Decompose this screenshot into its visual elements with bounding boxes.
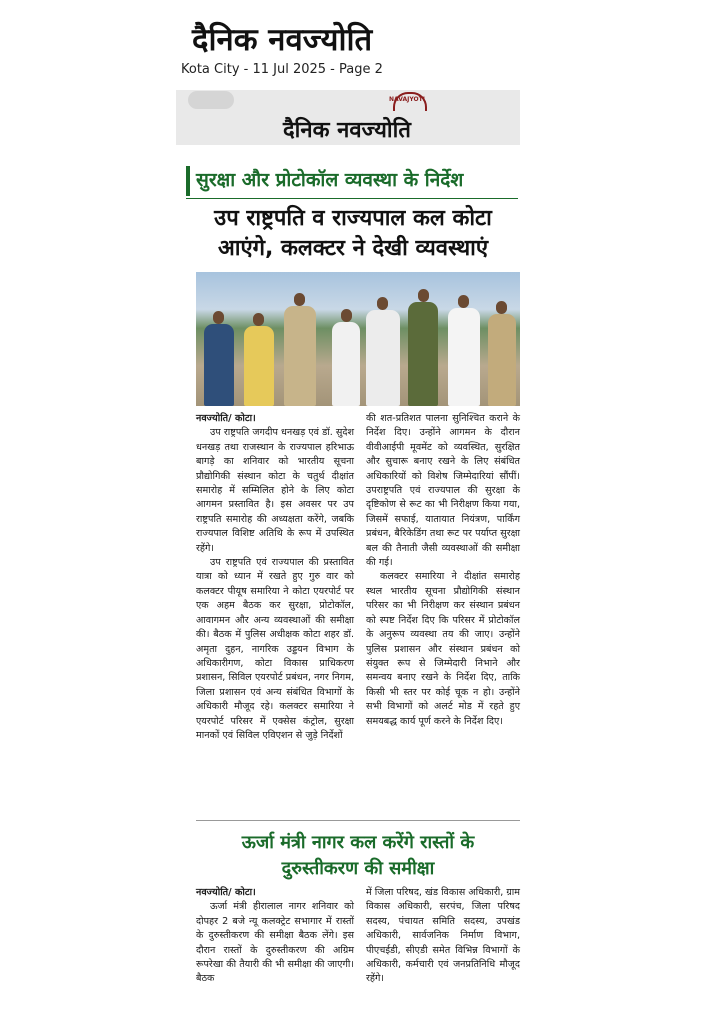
photo-person-head <box>294 293 305 306</box>
article1-column-1 <box>196 412 354 743</box>
article-paragraph: उप राष्ट्रपति जगदीप धनखड़ एवं डॉ. सुदेश धनखड़ तथा राजस्थान के राज्यपाल हरिभाऊ बागड़े का शनिवार को भारतीय सूचना प्रौद्योगिकी संस्थान कोटा के चतुर्थ दीक्षांत समारोह में सम्मिलित होने के लिए कोटा आगमन प्रस्तावित है। इस अवसर पर उप राष्ट्रपति समारोह की अध्यक्षता करेंगे, जबकि राज्यपाल विशिष्ट अतिथि के रूप में उपस्थित रहेंगे। <box>196 427 354 554</box>
photo-person <box>366 310 400 406</box>
photo-person <box>332 322 360 406</box>
article-kicker: सुरक्षा और प्रोटोकॉल व्यवस्था के निर्देश <box>196 169 464 191</box>
photo-person <box>284 306 316 406</box>
photo-person-head <box>458 295 469 308</box>
photo-person-head <box>377 297 388 310</box>
edition-dateline: Kota City - 11 Jul 2025 - Page 2 <box>181 62 383 77</box>
article2-column-1 <box>196 886 354 987</box>
photo-person <box>408 302 438 406</box>
second-article-headline <box>196 830 520 882</box>
article-paragraph: की शत-प्रतिशत पालना सुनिश्चित कराने के निर्देश दिए। उन्होंने आगमन के दौरान वीवीआईपी मूवमेंट को व्यवस्थित, सुरक्षित और सुचारू बनाए रखने के लिए संबंधित अधिकारियों को विशेष जिम्मेदारियां सौंपीं। उपराष्ट्रपति एवं राज्यपाल की सुरक्षा के दृष्टिकोण से रूट का भी निरीक्षण किया गया, जिसमें सफाई, यातायात नियंत्रण, पार्किंग प्रबंधन, बैरिकेडिंग तथा रूट पर पर्याप्त सुरक्षा बल की तैनाती जैसी व्यवस्थाओं की समीक्षा की गई। <box>366 413 520 569</box>
sun-logo-text: NAVAJYOTI <box>389 96 425 103</box>
masthead-title: दैनिक नवज्योति <box>192 22 373 58</box>
article-byline: नवज्योति/ कोटा। <box>196 887 256 898</box>
photo-person-head <box>341 309 352 322</box>
photo-person-head <box>418 289 429 302</box>
photo-person <box>244 326 274 406</box>
news-photo <box>196 272 520 406</box>
photo-person <box>204 324 234 406</box>
sub-headline-line-1: ऊर्जा मंत्री नागर कल करेंगे रास्तों के <box>241 832 475 853</box>
photo-person <box>488 314 516 406</box>
article-paragraph: उप राष्ट्रपति एवं राज्यपाल की प्रस्तावित यात्रा को ध्यान में रखते हुए गुरु वार को कलक्टर पीयूष समारिया ने कोटा एयरपोर्ट पर एक अहम बैठक कर सुरक्षा, प्रोटोकॉल, आवागमन और अन्य व्यवस्थाओं की समीक्षा की। बैठक में पुलिस अधीक्षक कोटा शहर डॉ. अमृता दुहन, नागरिक उड्डयन विभाग के अधिकारीगण, कोटा विकास प्राधिकरण प्रशासन, सिविल एयरपोर्ट प्रबंधन, नगर निगम, जिला प्रशासन एवं अन्य संबंधित विभागों के अधिकारी मौजूद रहे। कलक्टर समारिया ने एयरपोर्ट परिसर में एक्सेस कंट्रोल, सुरक्षा मानकों एवं सिविल एविएशन से जुड़े निर्देशों <box>196 557 354 741</box>
headline-line-1: उप राष्ट्रपति व राज्यपाल कल कोटा <box>214 206 492 231</box>
photo-person-head <box>253 313 264 326</box>
article2-column-2 <box>366 886 520 987</box>
article-byline: नवज्योति/ कोटा। <box>196 413 256 424</box>
article-paragraph: में जिला परिषद, खंड विकास अधिकारी, ग्राम विकास अधिकारी, सरपंच, जिला परिषद सदस्य, पंचायत समिति सदस्य, उपखंड अधिकारी, सार्वजनिक निर्माण विभाग, पीएचईडी, सीएडी समेत विभिन्न विभागों के अधिकारी, कर्मचारी एवं जनप्रतिनिधि मौजूद रहेंगे। <box>366 887 520 985</box>
photo-person-head <box>496 301 507 314</box>
headline-line-2: आएंगे, कलक्टर ने देखी व्यवस्थाएं <box>217 236 489 261</box>
banner-logo: दैनिक नवज्योति <box>283 118 411 143</box>
kicker-accent-bar <box>186 166 190 196</box>
article-paragraph: ऊर्जा मंत्री हीरालाल नागर शनिवार को दोपहर 2 बजे न्यू कलक्ट्रेट सभागार में रास्तों के दुरुस्तीकरण की समीक्षा बैठक लेंगे। इस दौरान रास्तों के दुरुस्तीकरण की अग्रिम रूपरेखा की तैयारी की भी समीक्षा की जाएगी। बैठक <box>196 901 354 985</box>
photo-person-head <box>213 311 224 324</box>
sub-headline-line-2: दुरुस्तीकरण की समीक्षा <box>281 858 435 879</box>
article1-column-2 <box>366 412 520 729</box>
kicker-rule <box>186 198 518 199</box>
article-divider <box>196 820 520 821</box>
photo-person <box>448 308 480 406</box>
article-paragraph: कलक्टर समारिया ने दीक्षांत समारोह स्थल भारतीय सूचना प्रौद्योगिकी संस्थान परिसर का भी निरीक्षण कर संस्थान प्रबंधन को स्पष्ट निर्देश दिए कि परिसर में प्रोटोकॉल के अनुरूप व्यवस्था तय की जाए। उन्होंने पुलिस प्रशासन और संस्थान प्रबंधन को संयुक्त रूप से जिम्मेदारी निभाने और समन्वय बनाए रखने के निर्देश दिए, ताकि किसी भी स्तर पर कोई चूक न हो। उन्होंने सभी विभागों को अलर्ट मोड में रहते हुए समयबद्ध कार्य पूर्ण करने के निर्देश दिए। <box>366 571 520 727</box>
article-headline <box>186 204 520 264</box>
cloud-graphic <box>188 91 234 109</box>
